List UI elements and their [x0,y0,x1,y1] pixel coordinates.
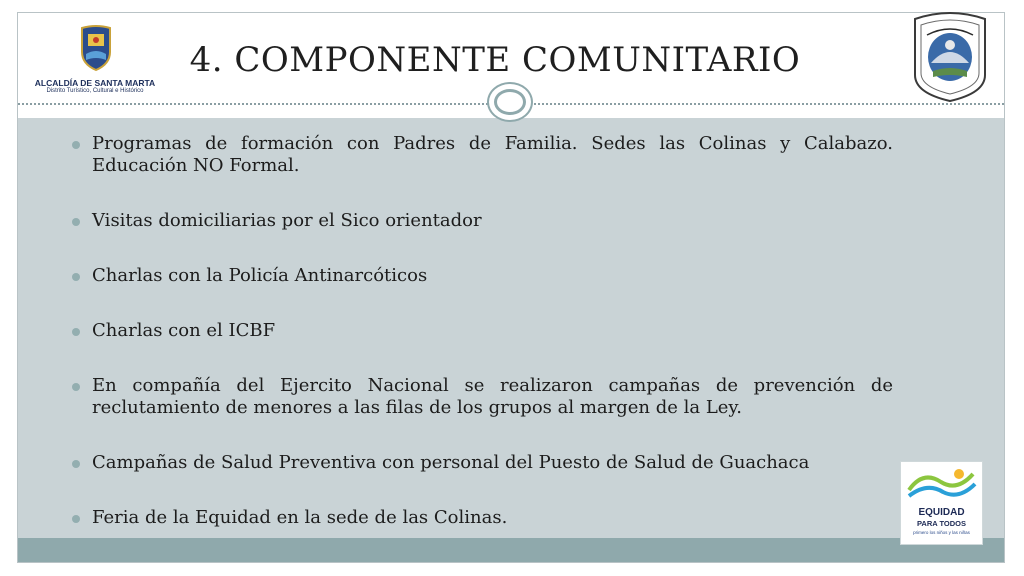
school-seal-icon [905,5,995,103]
equidad-subtitle: PARA TODOS [916,519,967,528]
alcaldia-name: ALCALDÍA DE SANTA MARTA [34,78,156,88]
list-item [70,452,893,474]
alcaldia-santa-marta-logo [30,24,160,96]
list-item [70,507,893,529]
equidad-swoosh-icon [901,462,982,508]
list-item-text: Campañas de Salud Preventiva con personal del Puesto de Salud de Guachaca [92,452,810,473]
equidad-title: EQUIDAD [918,507,965,518]
bullet-icon [72,218,80,226]
list-item-text: Charlas con la Policía Antinarcóticos [92,265,428,286]
title-divider-inner-ring [494,89,526,115]
list-item [70,133,893,177]
list-item [70,375,893,419]
list-item-text: En compañía del Ejercito Nacional se realizaron campañas de prevención de reclutamiento de menores a las filas de los grupos al margen de la Ley. [92,375,893,418]
equidad-para-todos-logo [900,461,983,545]
equidad-tagline: primero los niños y las niñas [913,530,970,535]
page-title: 4. COMPONENTE COMUNITARIO [189,40,801,80]
list-item [70,265,893,287]
bullet-icon [72,383,80,391]
list-item-text: Charlas con el ICBF [92,320,276,341]
bullet-icon [72,141,80,149]
bullet-icon [72,328,80,336]
bullet-list [70,133,893,562]
list-item-text: Programas de formación con Padres de Familia. Sedes las Colinas y Calabazo. Educación NO Formal. [92,133,893,176]
list-item-text: Visitas domiciliarias por el Sico orientador [92,210,482,231]
list-item-text: Feria de la Equidad en la sede de las Colinas. [92,507,508,528]
alcaldia-subtitle: Distrito Turístico, Cultural e Histórico [46,88,144,94]
list-item [70,210,893,232]
bullet-icon [72,515,80,523]
title-divider-ornament [487,82,533,122]
bullet-icon [72,273,80,281]
bullet-icon [72,460,80,468]
list-item [70,320,893,342]
city-shield-icon [79,24,113,72]
